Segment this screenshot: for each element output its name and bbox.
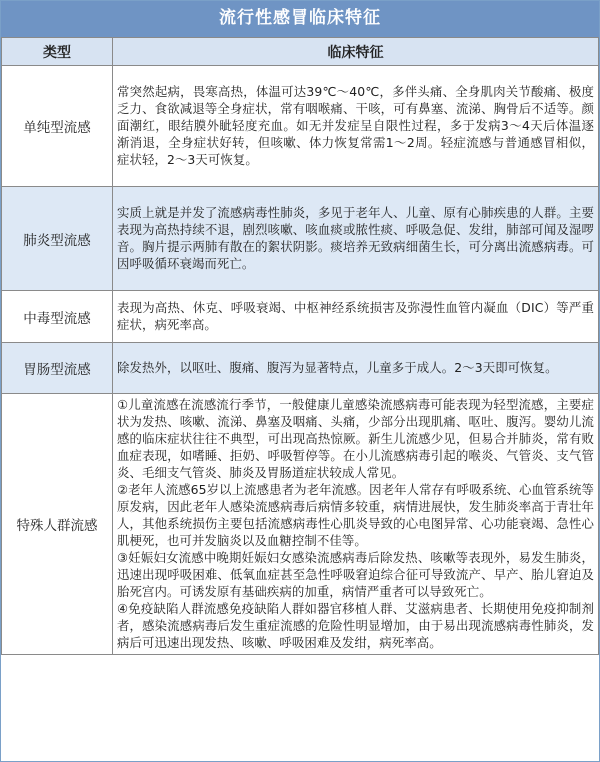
description-paragraph: ①儿童流感在流感流行季节，一般健康儿童感染流感病毒可能表现为轻型流感，主要症状为发热、咳嗽、流涕、鼻塞及咽痛、头痛，少部分出现肌痛、呕吐、腹泻。婴幼儿流感的临床症状往往不典型，可出现高热惊厥。新生儿流感少见，但易合并肺炎，常有败血症表现，如嗜睡、拒奶、呼吸暂停等。在小儿流感病毒引起的喉炎、气管炎、支气管炎、毛细支气管炎、肺炎及胃肠道症状较成人常见。	[117, 397, 594, 480]
description-paragraph: 表现为高热、休克、呼吸衰竭、中枢神经系统损害及弥漫性血管内凝血（DIC）等严重症状，病死率高。	[117, 300, 594, 332]
row-description	[113, 343, 599, 394]
description-paragraph: ④免疫缺陷人群流感免疫缺陷人群如器官移植人群、艾滋病患者、长期使用免疫抑制剂者，感染流感病毒后发生重症流感的危险性明显增加，由于易出现流感病毒性肺炎，发病后可迅速出现发热、咳嗽、呼吸困难及发绀，病死率高。	[117, 601, 594, 650]
row-description	[113, 187, 599, 291]
row-description	[113, 291, 599, 343]
header-row	[2, 38, 599, 66]
table-row	[2, 291, 599, 343]
row-description	[113, 66, 599, 187]
table-row	[2, 66, 599, 187]
row-type: 单纯型流感	[2, 66, 113, 187]
description-paragraph: ②老年人流感65岁以上流感患者为老年流感。因老年人常存有呼吸系统、心血管系统等原发病，因此老年人感染流感病毒后病情多较重，病情进展快，发生肺炎率高于青壮年人，其他系统损伤主要包括流感病毒性心肌炎导致的心电图异常、心功能衰竭、急性心肌梗死，也可并发脑炎以及血糖控制不佳等。	[117, 482, 594, 548]
description-paragraph: 实质上就是并发了流感病毒性肺炎，多见于老年人、儿童、原有心肺疾患的人群。主要表现为高热持续不退，剧烈咳嗽、咳血痰或脓性痰、呼吸急促、发绀，肺部可闻及湿啰音。胸片提示两肺有散在的絮状阴影。痰培养无致病细菌生长，可分离出流感病毒。可因呼吸循环衰竭而死亡。	[117, 205, 594, 271]
description-paragraph: ③妊娠妇女流感中晚期妊娠妇女感染流感病毒后除发热、咳嗽等表现外，易发生肺炎，迅速出现呼吸困难、低氧血症甚至急性呼吸窘迫综合征可导致流产、早产、胎儿窘迫及胎死宫内。可诱发原有基础疾病的加重，病情严重者可以导致死亡。	[117, 550, 594, 599]
table-row	[2, 187, 599, 291]
clinical-features-table	[1, 37, 599, 655]
row-description	[113, 394, 599, 655]
header-type: 类型	[2, 38, 113, 66]
row-type: 特殊人群流感	[2, 394, 113, 655]
description-paragraph: 除发热外，以呕吐、腹痛、腹泻为显著特点，儿童多于成人。2～3天即可恢复。	[117, 360, 558, 375]
table-row	[2, 343, 599, 394]
table-title: 流行性感冒临床特征	[1, 1, 599, 37]
row-type: 胃肠型流感	[2, 343, 113, 394]
description-paragraph: 常突然起病，畏寒高热，体温可达39℃～40℃，多伴头痛、全身肌肉关节酸痛、极度乏力、食欲减退等全身症状，常有咽喉痛、干咳，可有鼻塞、流涕、胸骨后不适等。颜面潮红，眼结膜外眦轻度充血。如无并发症呈自限性过程，多于发病3～4天后体温逐渐消退，全身症状好转，但咳嗽、体力恢复常需1～2周。轻症流感与普通感冒相似，症状轻，2～3天可恢复。	[117, 84, 594, 167]
header-features: 临床特征	[113, 38, 599, 66]
table-row	[2, 394, 599, 655]
row-type: 肺炎型流感	[2, 187, 113, 291]
row-type: 中毒型流感	[2, 291, 113, 343]
